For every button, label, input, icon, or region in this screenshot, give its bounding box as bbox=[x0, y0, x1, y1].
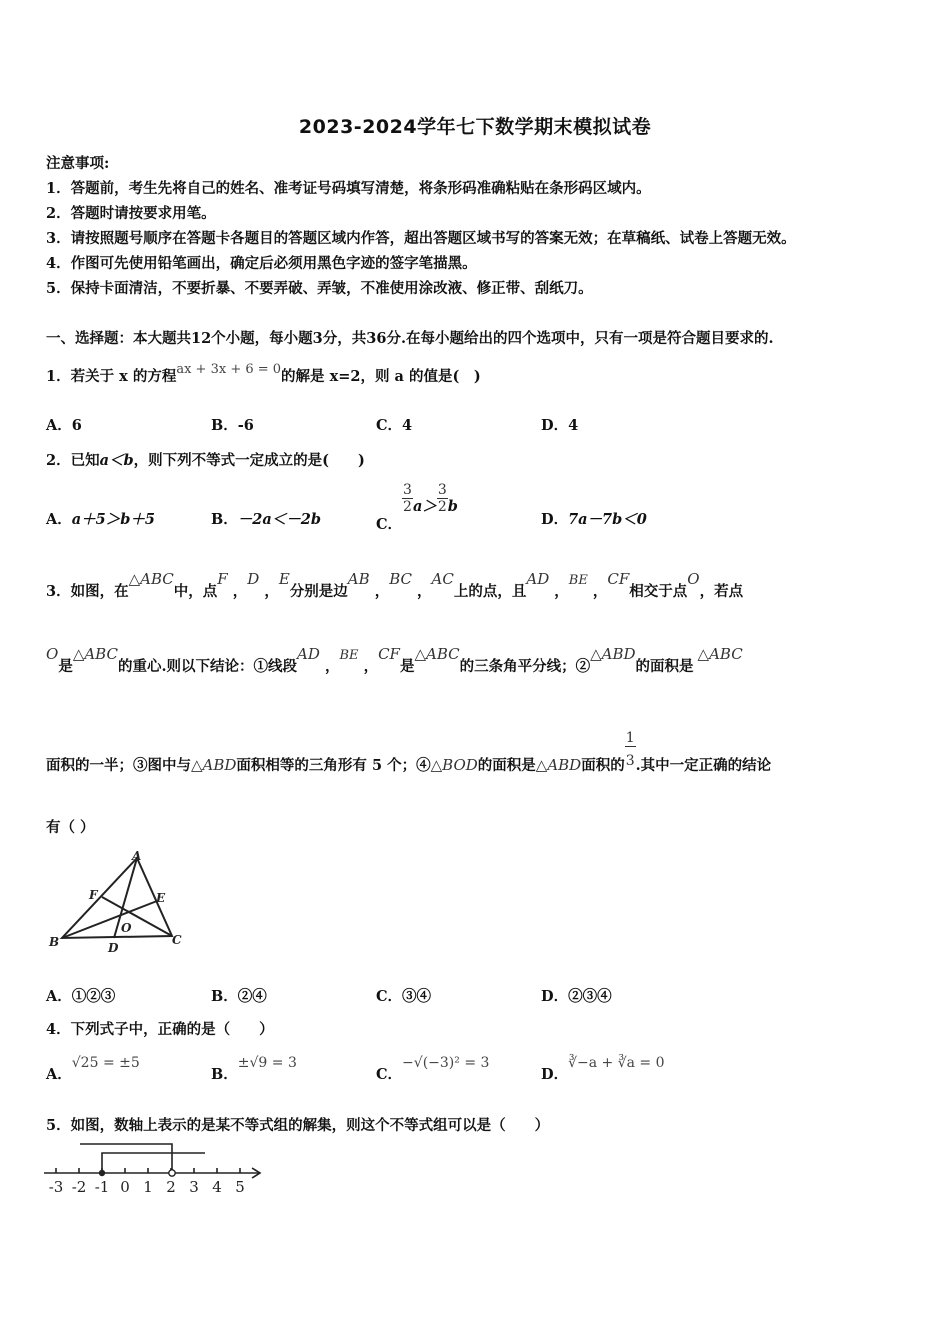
notice-item-5: 5．保持卡面清洁，不要折暴、不要弄破、弄皱，不准使用涂改液、修正带、刮纸刀。 bbox=[46, 280, 593, 297]
q4-option-b: B．±√9 = 3 bbox=[211, 1055, 297, 1083]
q1-stem bbox=[46, 362, 481, 386]
q3-option-b: B．②④ bbox=[211, 988, 267, 1005]
q2-stem bbox=[46, 449, 365, 470]
q3-line-3: 面积的一半；③图中与△ABD面积相等的三角形有 5 个；④△BOD的面积是△ABD面积的 $\frac{1}{3}$ .其中一定正确的结论 bbox=[46, 730, 772, 774]
solution-bracket-right bbox=[80, 1144, 172, 1173]
q2-condition: a＜b bbox=[99, 452, 134, 469]
tick-label: 5 bbox=[235, 1178, 245, 1196]
fig-label-o: O bbox=[121, 921, 132, 935]
q5-stem: 5．如图，数轴上表示的是某不等式组的解集，则这个不等式组可以是（ ） bbox=[46, 1117, 550, 1134]
q2-option-d: D．7a－7b＜0 bbox=[541, 511, 647, 528]
q1-equation: ax + 3x + 6 = 0 bbox=[176, 362, 282, 377]
fig-label-b: B bbox=[49, 935, 60, 949]
q4-option-c: C．−√(−3)² = 3 bbox=[376, 1055, 490, 1083]
tick-label: -2 bbox=[71, 1178, 87, 1196]
tick-label: 1 bbox=[143, 1178, 153, 1196]
q2-option-c: C． $\frac{3}{2}$ a＞ $\frac{3}{2}$ b bbox=[376, 482, 458, 533]
open-point-2 bbox=[169, 1170, 175, 1176]
notice-item-2: 2．答题时请按要求用笔。 bbox=[46, 205, 216, 222]
notice-item-4: 4．作图可先使用铅笔画出，确定后必须用黑色字迹的签字笔描黑。 bbox=[46, 255, 477, 272]
q3-triangle-figure bbox=[44, 846, 194, 958]
q3-option-c: C．③④ bbox=[376, 988, 432, 1005]
q2-post: ，则下列不等式一定成立的是( ) bbox=[133, 452, 365, 469]
fig-label-f: F bbox=[89, 888, 98, 902]
q3-option-d: D．②③④ bbox=[541, 988, 612, 1005]
notice-heading: 注意事项: bbox=[46, 155, 110, 172]
tick-label: 2 bbox=[166, 1178, 176, 1196]
fig-label-c: C bbox=[172, 933, 182, 947]
q5-number-line bbox=[40, 1138, 270, 1200]
notice-item-1: 1．答题前，考生先将自己的姓名、准考证号码填写清楚，将条形码准确粘贴在条形码区域内。 bbox=[46, 180, 651, 197]
page-title: 2023-2024学年七下数学期末模拟试卷 bbox=[298, 116, 652, 138]
q3-line-1: 3．如图，在△ABC中，点F ，D ，E分别是边AB ，BC ，AC上的点，且AD ，BE ，CF相交于点O，若点 bbox=[46, 570, 744, 600]
q4-option-d: D．∛−a + ∛a = 0 bbox=[541, 1055, 665, 1083]
tick-label: -3 bbox=[48, 1178, 64, 1196]
q1-option-c: C．4 bbox=[376, 417, 413, 434]
fig-label-a: A bbox=[132, 849, 142, 863]
q3-fraction-one-third: $\frac{1}{3}$ bbox=[625, 730, 635, 769]
q2-fraction-2: $\frac{3}{2}$ bbox=[437, 482, 447, 515]
q2-option-a: A．a＋5＞b＋5 bbox=[46, 511, 155, 528]
solution-bracket-left bbox=[102, 1153, 205, 1173]
tick-label: 0 bbox=[120, 1178, 130, 1196]
q1-option-d: D．4 bbox=[541, 417, 579, 434]
q1-option-b: B．-6 bbox=[211, 417, 254, 434]
fig-label-e: E bbox=[156, 891, 166, 905]
tick-label: -1 bbox=[94, 1178, 110, 1196]
q3-line-4: 有（ ） bbox=[46, 819, 95, 836]
q2-option-b: B．－2a＜－2b bbox=[211, 511, 321, 528]
q3-option-a: A．①②③ bbox=[46, 988, 116, 1005]
q4-option-a: A．√25 = ±5 bbox=[46, 1055, 140, 1083]
q3-line-2: O是△ABC的重心.则以下结论：①线段AD ，BE ，CF是△ABC的三条角平分线；②△ABD的面积是△ABC bbox=[46, 645, 743, 675]
q2-fraction-1: $\frac{3}{2}$ bbox=[403, 482, 412, 515]
notice-item-3: 3．请按照题号顺序在答题卡各题目的答题区域内作答，超出答题区域书写的答案无效；在草稿纸、试卷上答题无效。 bbox=[46, 230, 796, 247]
q1-option-a: A．6 bbox=[46, 417, 82, 434]
q1-pre: 1．若关于 x 的方程 bbox=[46, 368, 177, 385]
q2-pre: 2．已知 bbox=[46, 452, 100, 469]
solid-point-minus-1 bbox=[99, 1170, 105, 1176]
section-heading: 一、选择题：本大题共12个小题，每小题3分，共36分.在每小题给出的四个选项中，只有一项是符合题目要求的. bbox=[46, 330, 774, 347]
q1-post: 的解是 x=2，则 a 的值是( ) bbox=[281, 368, 481, 385]
tick-label: 3 bbox=[189, 1178, 199, 1196]
q4-stem: 4．下列式子中，正确的是（ ） bbox=[46, 1021, 274, 1038]
tick-label: 4 bbox=[212, 1178, 222, 1196]
fig-label-d: D bbox=[108, 941, 119, 955]
